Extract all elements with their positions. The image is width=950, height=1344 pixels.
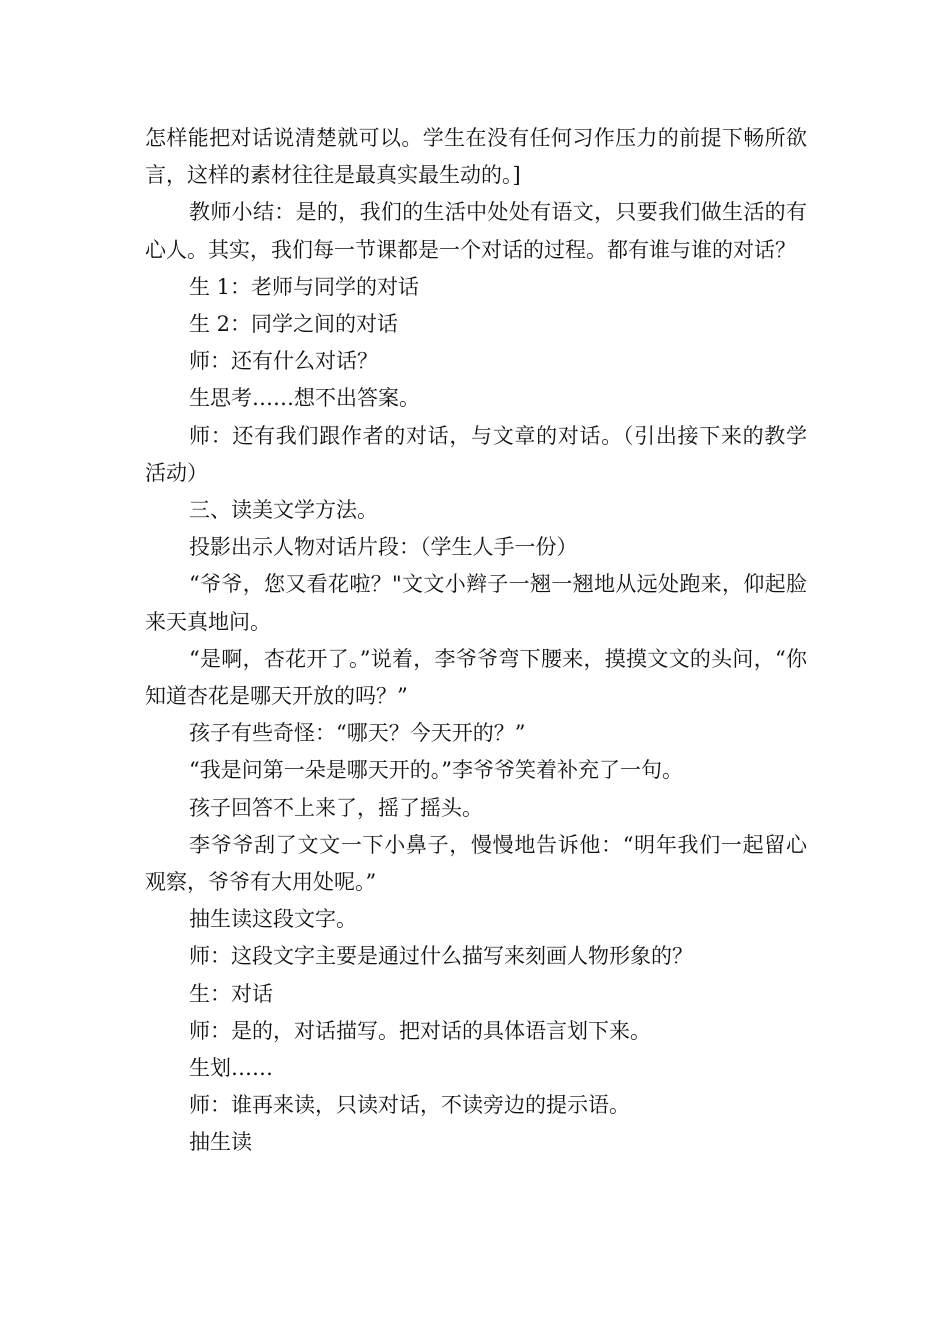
- paragraph: 生 1：老师与同学的对话: [189, 274, 420, 299]
- paragraph: 李爷爷刮了文文一下小鼻子，慢慢地告诉他：“明年我们一起留心观察，爷爷有大用处呢。”: [145, 832, 807, 895]
- paragraph: 师：是的，对话描写。把对话的具体语言划下来。: [189, 1018, 651, 1043]
- paragraph: 孩子回答不上来了，摇了摇头。: [189, 795, 483, 820]
- paragraph: 投影出示人物对话片段：（学生人手一份）: [189, 535, 578, 560]
- paragraph: 师：谁再来读，只读对话，不读旁边的提示语。: [189, 1093, 630, 1118]
- paragraph: 生思考……想不出答案。: [189, 386, 420, 411]
- quoted-paragraph: “是啊，杏花开了。”说着，李爷爷弯下腰来，摸摸文文的头问，“你知道杏花是哪天开放的吗？”: [145, 646, 807, 709]
- paragraph: 生划……: [189, 1056, 273, 1081]
- paragraph: 抽生读这段文字。: [189, 907, 357, 932]
- document-body: [145, 120, 807, 1162]
- paragraph: 怎样能把对话说清楚就可以。学生在没有任何习作压力的前提下畅所欲言，这样的素材往往是最真实最生动的。]: [145, 126, 807, 188]
- paragraph: 抽生读: [189, 1130, 252, 1155]
- section-heading: 三、读美文学方法。: [189, 498, 378, 523]
- paragraph: 师：这段文字主要是通过什么描写来刻画人物形象的？: [189, 944, 693, 969]
- quoted-paragraph: “爷爷，您又看花啦？"文文小辫子一翘一翘地从远处跑来，仰起脸来天真地问。: [145, 572, 807, 634]
- quoted-paragraph: “我是问第一朵是哪天开的。”李爷爷笑着补充了一句。: [189, 758, 683, 783]
- paragraph: 孩子有些奇怪：“哪天？今天开的？”: [189, 721, 526, 746]
- paragraph: 师：还有我们跟作者的对话，与文章的对话。（引出接下来的教学活动）: [145, 423, 807, 485]
- paragraph: 生 2：同学之间的对话: [189, 312, 399, 337]
- paragraph: 教师小结：是的，我们的生活中处处有语文，只要我们做生活的有心人。其实，我们每一节课都是一个对话的过程。都有谁与谁的对话？: [145, 200, 807, 262]
- paragraph: 师：还有什么对话？: [189, 349, 378, 374]
- paragraph: 生：对话: [189, 981, 273, 1006]
